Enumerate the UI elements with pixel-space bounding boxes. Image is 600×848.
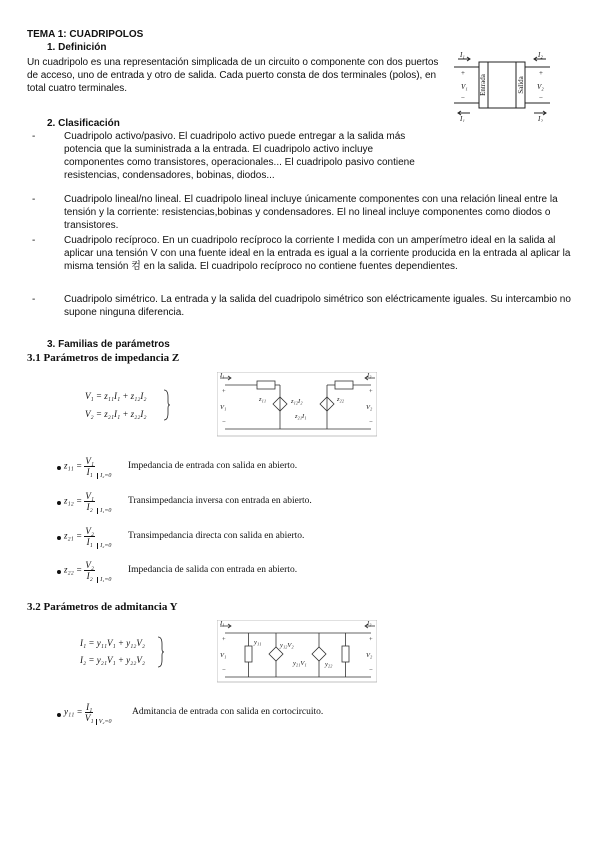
fig1-i1-bottom: I₁	[460, 115, 465, 122]
svg-text:−: −	[539, 94, 543, 102]
svg-text:−: −	[461, 94, 465, 102]
bullet-dot	[57, 536, 61, 540]
bullet-dot	[57, 466, 61, 470]
list-item: - Cuadripolo lineal/no lineal. El cuadripolo lineal incluye únicamente componentes con una relación lineal entre la tensión y la corriente: resistencias,bobinas y condensadores. El no lineal incluye componentes como diodos o transistores.	[32, 194, 558, 231]
fig1-v2: V₂	[537, 83, 544, 91]
y-params-heading: 3.2 Parámetros de admitancia Y	[27, 601, 178, 613]
svg-text:−: −	[369, 419, 373, 426]
list-item: - Cuadripolo simétrico. La entrada y la salida del cuadripolo simétrico son eléctricamente iguales. Su intercambio no supone ninguna diferencia.	[32, 294, 571, 318]
svg-text:+: +	[222, 636, 226, 643]
list-item: - Cuadripolo recíproco. En un cuadripolo recíproco la corriente I medida con un amperímetro ideal en la salida al aplicar una tensión V con una fuente ideal en la entrada es igual a la corriente producida en la entrada al aplicar la misma tensión 컴 en la salida. El cuadripolo recíproco no contiene fuentes dependientes.	[32, 235, 571, 272]
bullet-dot	[57, 713, 61, 717]
definition-text: Un cuadripolo es una representación simplicada de un circuito o componente con dos puertos de acceso, uno de entrada y otro de salida. Cada puerto consta de dos terminales (polos), en total cuatro terminales.	[27, 57, 439, 94]
svg-text:z₁₁: z₁₁	[259, 396, 267, 403]
svg-text:z₁₂I₂: z₁₂I₂	[291, 398, 303, 405]
y-equation-brace	[157, 636, 165, 668]
svg-text:+: +	[369, 388, 373, 395]
bullet-dot	[57, 501, 61, 505]
svg-text:−: −	[222, 419, 226, 426]
z12-description: Transimpedancia inversa con entrada en abierto.	[128, 496, 312, 506]
z-params-circuit	[217, 372, 377, 438]
svg-text:y₂₁V₁: y₂₁V₁	[293, 660, 307, 667]
svg-text:−: −	[369, 667, 373, 674]
z11-description: Impedancia de entrada con salida en abierto.	[128, 461, 298, 471]
page-title: TEMA 1: CUADRIPOLOS	[27, 29, 144, 40]
z12-definition: z₁₂ = $\frac{\text{V₁}}{\text{I₂}}$ $_{I_1=0}$	[64, 491, 112, 514]
y-equation-2: I₂ = y₂₁V₁ + y₂₂V₂	[80, 655, 146, 665]
svg-text:+: +	[369, 636, 373, 643]
svg-text:y₁₁: y₁₁	[254, 639, 262, 646]
svg-text:V₁: V₁	[220, 404, 227, 411]
list-item: - Cuadripolo activo/pasivo. El cuadripolo activo puede entregar a la salida más potencia que la suministrada a la entrada. El cuadripolo activo incluye componentes como transistores, operacionales... El cuadripolo pasivo contiene resistencias, condensadores, bobinas, diodos...	[32, 131, 415, 181]
z11-definition: z₁₁ = $\frac{\text{V₁}}{\text{I₁}}$ $_{I_2=0}$	[64, 456, 112, 479]
y-equation-1: I₁ = y₁₁V₁ + y₁₂V₂	[80, 638, 146, 648]
z22-definition: z₂₂ = $\frac{\text{V₂}}{\text{I₂}}$ $_{I_1=0}$	[64, 560, 112, 583]
svg-text:V₂: V₂	[366, 404, 373, 411]
svg-text:+: +	[222, 388, 226, 395]
svg-text:+: +	[461, 69, 465, 77]
fig1-entrada-label: Entrada	[479, 74, 487, 96]
svg-text:V₂: V₂	[366, 652, 373, 659]
section-1-heading: 1. Definición	[47, 42, 107, 53]
z-equation-1: V₁ = z₁₁I₁ + z₁₂I₂	[85, 391, 147, 401]
y11-definition: y₁₁ = $\frac{\text{I₁}}{\text{V₁}}$ $_{V_2=0}$	[64, 702, 112, 725]
svg-text:z₂₁I₁: z₂₁I₁	[295, 413, 307, 420]
svg-text:+: +	[539, 69, 543, 77]
svg-text:z₂₂: z₂₂	[337, 396, 345, 403]
z22-description: Impedancia de salida con entrada en abierto.	[128, 565, 298, 575]
fig1-i2: I₂	[538, 51, 543, 59]
section-3-heading: 3. Familias de parámetros	[47, 339, 170, 350]
section-2-heading: 2. Clasificación	[47, 118, 120, 129]
z-params-heading: 3.1 Parámetros de impedancia Z	[27, 352, 180, 364]
y11-description: Admitancia de entrada con salida en cortocircuito.	[132, 707, 324, 717]
z21-definition: z₂₁ = $\frac{\text{V₂}}{\text{I₁}}$ $_{I_2=0}$	[64, 526, 112, 549]
fig1-salida-label: Salida	[517, 76, 525, 94]
svg-text:V₁: V₁	[220, 652, 227, 659]
svg-text:−: −	[222, 667, 226, 674]
y-params-circuit	[217, 620, 377, 684]
z21-description: Transimpedancia directa con salida en abierto.	[128, 531, 305, 541]
svg-text:y₂₂: y₂₂	[325, 661, 333, 668]
svg-text:y₁₂V₂: y₁₂V₂	[280, 642, 294, 649]
bullet-dot	[57, 570, 61, 574]
z-equation-brace	[163, 389, 171, 421]
two-port-diagram	[452, 50, 552, 122]
svg-text:I₂: I₂	[367, 372, 372, 379]
fig1-i1: I₁	[460, 51, 465, 59]
z-equation-2: V₂ = z₂₁I₁ + z₂₂I₂	[85, 409, 147, 419]
svg-text:I₁: I₁	[220, 620, 225, 627]
fig1-i2-bottom: I₂	[538, 115, 543, 122]
svg-text:I₁: I₁	[220, 372, 225, 379]
svg-text:I₂: I₂	[367, 620, 372, 627]
fig1-v1: V₁	[461, 83, 468, 91]
